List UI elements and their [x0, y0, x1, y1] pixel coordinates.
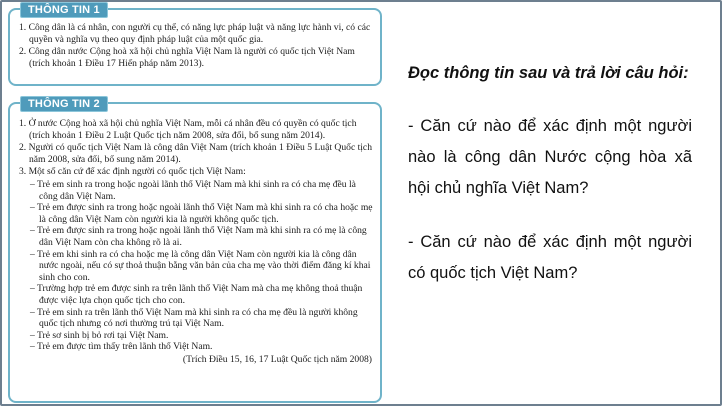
question-panel [408, 58, 692, 312]
info1-item: 1. Công dân là cá nhân, con người cụ thể, có năng lực pháp luật và năng lực hành vi, có các quyền và nghĩa vụ theo quy định pháp luật của một quốc gia. [19, 22, 371, 45]
question-1: - Căn cứ nào để xác định một người nào là công dân Nước cộng hòa xã hội chủ nghĩa Việt Nam? [408, 117, 692, 197]
info2-subitem: – Trẻ em được tìm thấy trên lãnh thổ Việt Nam. [30, 341, 213, 353]
info1-item: 2. Công dân nước Cộng hoà xã hội chủ nghĩa Việt Nam là người có quốc tịch Việt Nam (trích khoản 1 Điều 17 Hiến pháp năm 2013). [19, 46, 355, 69]
info-box-1-tag: THÔNG TIN 1 [20, 2, 108, 18]
info-box-2-content [19, 118, 374, 375]
info2-subitem: – Trẻ em sinh ra trên lãnh thổ Việt Nam mà khi sinh ra có cha mẹ đều là người không quốc tịch nhưng có nơi thường trú tại Việt Nam. [30, 306, 358, 330]
question-2: - Căn cứ nào để xác định một người có quốc tịch Việt Nam? [408, 233, 692, 282]
question-heading: Đọc thông tin sau và trả lời câu hỏi: [408, 64, 689, 82]
info2-subitem: – Trẻ em khi sinh ra có cha hoặc mẹ là công dân Việt Nam còn người kia là công dân nước ngoài, nếu có sự thoả thuận bằng văn bản của cha mẹ vào thời điểm đăng kí khai sinh cho con. [30, 248, 371, 283]
info2-item: 2. Người có quốc tịch Việt Nam là công dân Việt Nam (trích khoản 1 Điều 5 Luật Quốc tịch năm 2008, sửa đổi, bổ sung năm 2014). [19, 142, 372, 165]
info2-item: 3. Một số căn cứ để xác định người có quốc tịch Việt Nam: [19, 166, 246, 178]
info-box-1 [8, 4, 382, 86]
info-box-2-tag: THÔNG TIN 2 [20, 96, 108, 112]
info-box-2 [8, 98, 382, 403]
info2-subitem: – Trẻ em sinh ra trong hoặc ngoài lãnh thổ Việt Nam mà khi sinh ra có cha mẹ đều là công dân Việt Nam. [30, 178, 356, 202]
info2-citation: (Trích Điều 15, 16, 17 Luật Quốc tịch năm 2008) [182, 353, 372, 365]
info2-subitem: – Trẻ em được sinh ra trong hoặc ngoài lãnh thổ Việt Nam mà khi sinh ra có cha hoặc mẹ là công dân Việt Nam còn người kia là người không quốc tịch. [30, 202, 373, 225]
info-box-1-content [19, 22, 374, 70]
info2-item: 1. Ở nước Cộng hoà xã hội chủ nghĩa Việt Nam, mỗi cá nhân đều có quyền có quốc tịch (trích khoản 1 Điều 2 Luật Quốc tịch năm 2008, sửa đổi, bổ sung năm 2014). [19, 118, 357, 141]
info2-subitem: – Trường hợp trẻ em được sinh ra trên lãnh thổ Việt Nam mà cha mẹ không thoả thuận được việc lựa chọn quốc tịch cho con. [30, 283, 363, 306]
info2-subitem: – Trẻ em được sinh ra trong hoặc ngoài lãnh thổ Việt Nam mà khi sinh ra có mẹ là công dân Việt Nam còn cha không rõ là ai. [30, 225, 367, 248]
info2-subitem: – Trẻ sơ sinh bị bỏ rơi tại Việt Nam. [30, 329, 169, 341]
